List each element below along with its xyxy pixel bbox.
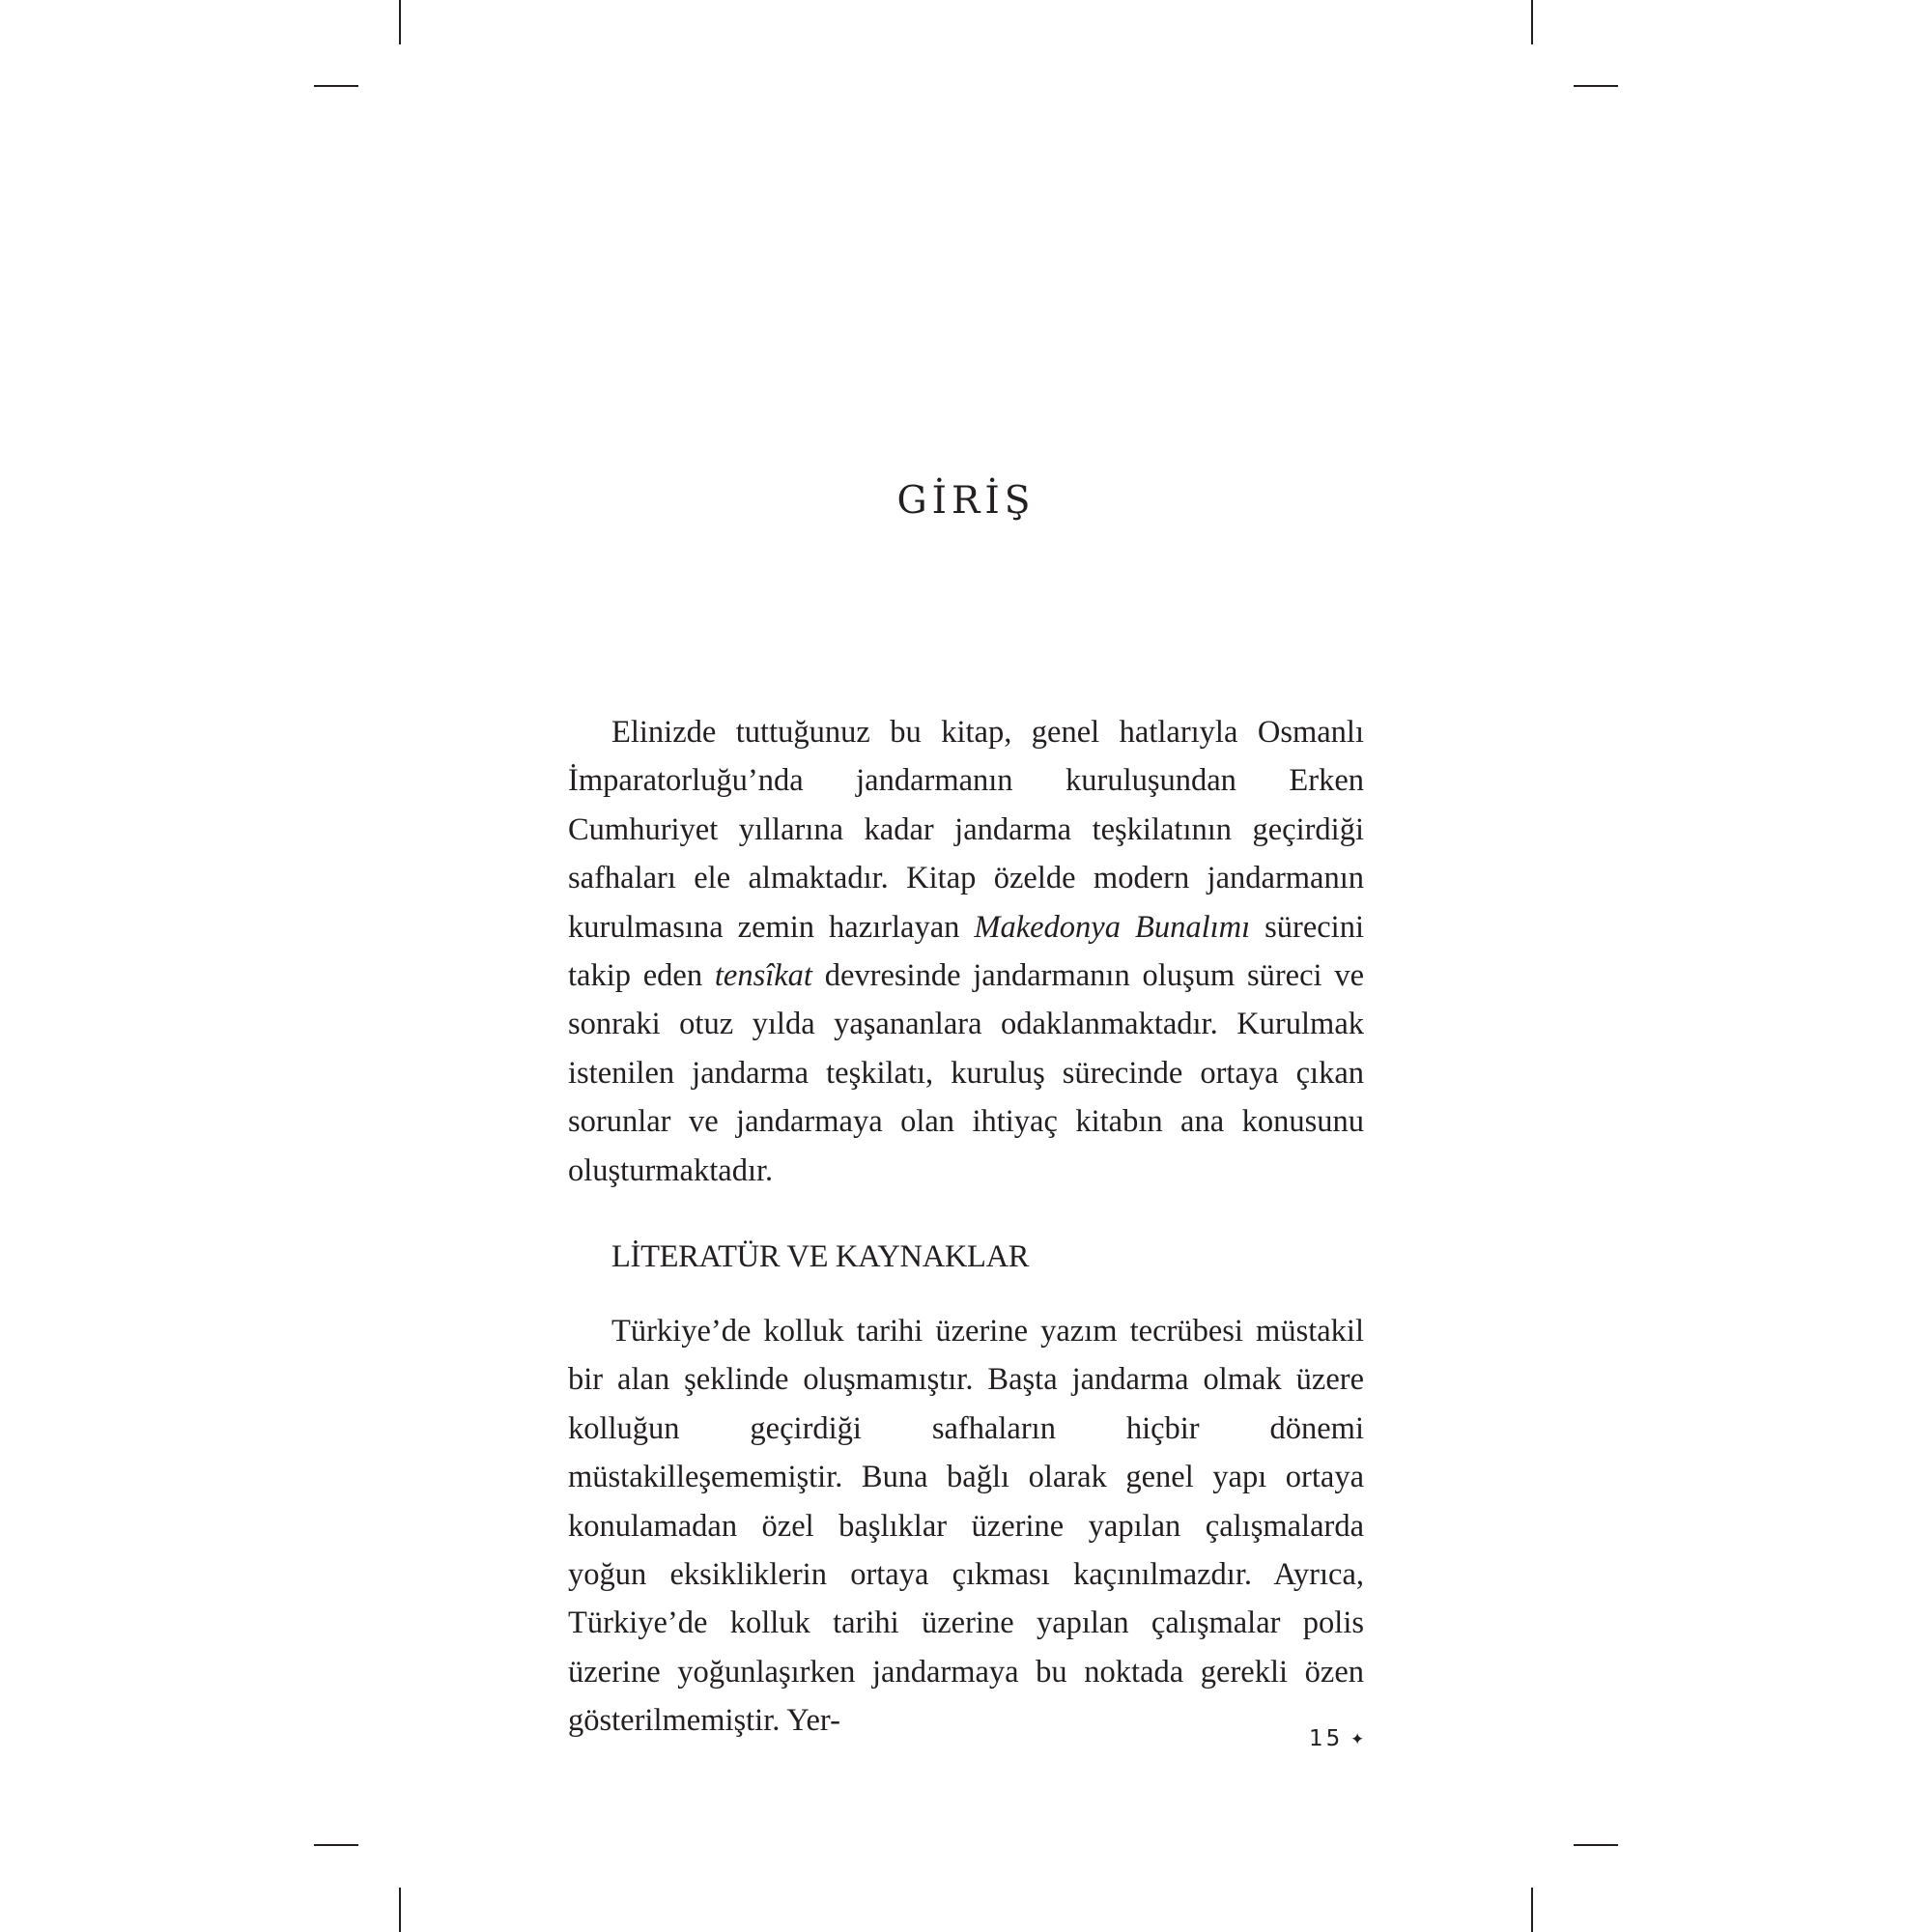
chapter-title: GİRİŞ xyxy=(896,479,1036,523)
intro-paragraph-text xyxy=(568,708,1364,1195)
intro-text-middle: sürecini takip eden xyxy=(568,909,1364,994)
crop-mark-top-left-vertical xyxy=(399,0,401,44)
intro-text-before: Elinizde tuttuğunuz bu kitap, genel hatlarıyla Osmanlı İmparatorluğu’nda jandarmanın kuruluşundan Erken Cumhuriyet yıllarına kadar jandarma teşkilatının geçirdiği safhaları ele almaktadır. Kitap özelde modern jandarmanın kurulmasına zemin hazırlayan xyxy=(568,715,1364,945)
page-ornament-icon: ✦ xyxy=(1350,1730,1365,1749)
intro-paragraph xyxy=(568,708,1364,1195)
crop-mark-top-left-horizontal xyxy=(314,85,358,87)
crop-mark-top-right-vertical xyxy=(1531,0,1533,44)
section-heading: LİTERATÜR VE KAYNAKLAR xyxy=(611,1239,1030,1274)
intro-italic-tensikat: tensîkat xyxy=(714,958,812,994)
crop-mark-bottom-left-horizontal xyxy=(314,1844,358,1846)
intro-text-after: devresinde jandarmanın oluşum süreci ve sonraki otuz yılda yaşananlara odaklanmaktadır. Kurulmak istenilen jandarma teşkilatı, kuruluş sürecinde ortaya çıkan sorunlar ve jandarmaya olan ihtiyaç kitabın ana konusunu oluşturmaktadır. xyxy=(568,958,1364,1188)
crop-mark-bottom-right-vertical xyxy=(1531,1888,1533,1932)
literature-paragraph xyxy=(568,1307,1364,1746)
intro-italic-makedonya: Makedonya Bunalımı xyxy=(974,909,1251,945)
page-number: 15 xyxy=(1309,1726,1344,1751)
crop-mark-bottom-left-vertical xyxy=(399,1888,401,1932)
literature-paragraph-text: Türkiye’de kolluk tarihi üzerine yazım tecrübesi müstakil bir alan şeklinde oluşmamıştır. Başta jandarma olmak üzere kolluğun geçirdiği safhaların hiçbir dönemi müstakilleşememiştir. Buna bağlı olarak genel yapı ortaya konulamadan özel başlıklar üzerine yapılan çalışmalarda yoğun eksikliklerin ortaya çıkması kaçınılmazdır. Ayrıca, Türkiye’de kolluk tarihi üzerine yapılan çalışmalar polis üzerine yoğunlaşırken jandarmaya bu noktada gerekli özen gösterilmemiştir. Yer- xyxy=(568,1314,1364,1739)
crop-mark-bottom-right-horizontal xyxy=(1574,1844,1618,1846)
crop-mark-top-right-horizontal xyxy=(1574,85,1618,87)
